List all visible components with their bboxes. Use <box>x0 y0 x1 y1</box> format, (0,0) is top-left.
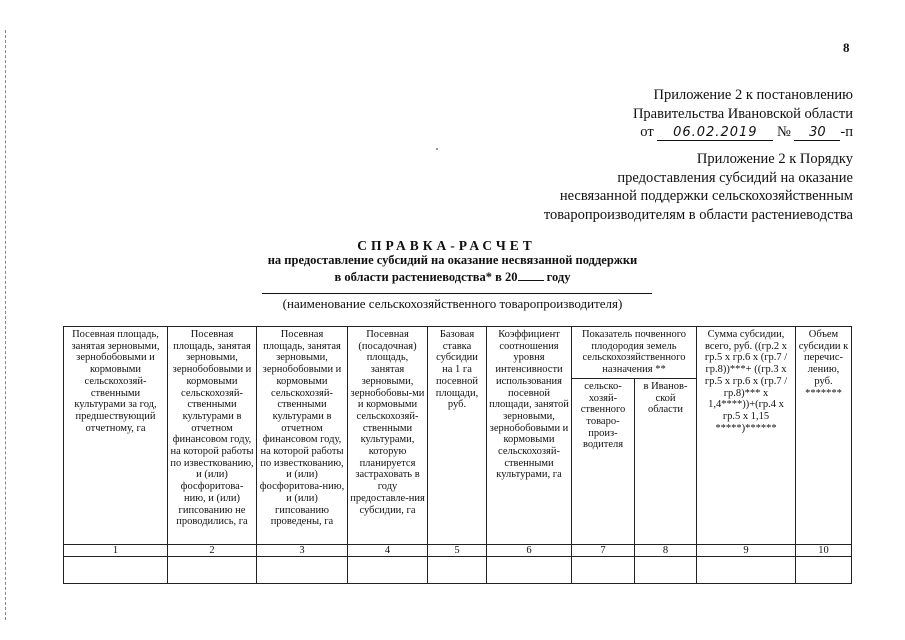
column-number: 6 <box>487 544 572 556</box>
subtitle-suffix: году <box>546 270 571 284</box>
document-subtitle-2 <box>0 268 905 285</box>
header-col-1: Посевная площадь, занятая зерновыми, зернобобовыми и кормовыми сельскохозяй-ственными культурами за год, предшествующий отчетному, га <box>64 327 168 545</box>
table-cell <box>487 556 572 583</box>
producer-caption: (наименование сельскохозяйственного товаропроизводителя) <box>282 296 623 311</box>
from-label: от <box>640 124 654 140</box>
table-cell <box>428 556 487 583</box>
order-line-3: несвязанной поддержки сельскохозяйственным <box>559 188 853 204</box>
number-suffix: -п <box>840 124 853 140</box>
column-number: 5 <box>428 544 487 556</box>
scan-dot <box>436 148 438 150</box>
table-cell <box>348 556 428 583</box>
producer-name-line <box>262 293 652 294</box>
order-line-1: Приложение 2 к Порядку <box>696 151 853 167</box>
annex-line-2: Правительства Ивановской области <box>632 105 853 122</box>
header-col-8: в Иванов-ской области <box>635 378 697 544</box>
annex-line-1: Приложение 2 к постановлению <box>653 87 853 103</box>
header-col-4: Посевная (посадочная) площадь, занятая зерновыми, зернобобовы-ми и кормовыми сельскохозяй-ственными культурами, которую планируется застраховать в году предоставле-ния субсидии, га <box>348 327 428 545</box>
table-cell <box>572 556 635 583</box>
year-blank <box>518 268 544 281</box>
header-col-6: Коэффициент соотношения уровня интенсивности использования посевной площади, занятой зерновыми, зернобобовыми и кормовыми сельскохозяй-ственными культурами, га <box>487 327 572 545</box>
order-annex-block <box>544 150 853 224</box>
header-col-7-8-group: Показатель почвенного плодородия земель сельскохозяйственного назначения ** <box>572 327 697 379</box>
binding-margin-marks <box>5 30 7 620</box>
document-subtitle-1: на предоставление субсидий на оказание несвязанной поддержки <box>267 253 638 267</box>
header-col-3: Посевная площадь, занятая зерновыми, зернобобовыми и кормовыми сельскохозяй-ственными культурами в отчетном финансовом году, на которой работы по известкованию, и (или) фосфоритова-нию, и (или) гипсованию проведены, га <box>257 327 348 545</box>
table-cell <box>168 556 257 583</box>
header-col-5: Базовая ставка субсидии на 1 га посевной площади, руб. <box>428 327 487 545</box>
calculation-table <box>63 326 852 584</box>
table-cell <box>257 556 348 583</box>
order-line-2: предоставления субсидий на оказание <box>617 169 853 186</box>
resolution-date: 06.02.2019 <box>657 125 773 141</box>
resolution-annex-block <box>633 86 853 142</box>
table-cell <box>64 556 168 583</box>
header-col-10: Объем субсидии к перечис-лению, руб. ******* <box>796 327 852 545</box>
column-number: 10 <box>796 544 852 556</box>
table-cell <box>796 556 852 583</box>
column-number: 2 <box>168 544 257 556</box>
table-cell <box>697 556 796 583</box>
column-number: 4 <box>348 544 428 556</box>
number-label: № <box>776 124 791 140</box>
header-col-2: Посевная площадь, занятая зерновыми, зернобобовыми и кормовыми сельскохозяй-ственными культурами в отчетном финансовом году, на которой работы по известкованию, и (или) фосфоритова-нию, и (или) гипсованию не проводились, га <box>168 327 257 545</box>
column-number: 1 <box>64 544 168 556</box>
column-number: 9 <box>697 544 796 556</box>
resolution-number: 30 <box>794 125 840 141</box>
column-number: 7 <box>572 544 635 556</box>
column-number: 8 <box>635 544 697 556</box>
document-title: СПРАВКА-РАСЧЕТ <box>357 238 536 253</box>
column-number: 3 <box>257 544 348 556</box>
subtitle-prefix: в области растениеводства* в 20 <box>334 270 518 284</box>
header-col-9: Сумма субсидии, всего, руб. ((гр.2 х гр.5 х гр.6 х (гр.7 / гр.8))***+ ((гр.3 х гр.5 х гр.6 х (гр.7 / гр.8)*** х 1,4****))+(гр.4 х гр.5 х 1,15 *****)****** <box>697 327 796 545</box>
annex-date-line <box>633 123 853 142</box>
header-col-7: сельско-хозяй-ственного товаро-произ-водителя <box>572 378 635 544</box>
table-row <box>64 556 852 583</box>
page-number: 8 <box>843 40 850 55</box>
order-line-4: товаропроизводителям в области растениеводства <box>543 206 853 223</box>
column-number-row <box>64 544 852 556</box>
table-cell <box>635 556 697 583</box>
table-header-row <box>64 327 852 379</box>
